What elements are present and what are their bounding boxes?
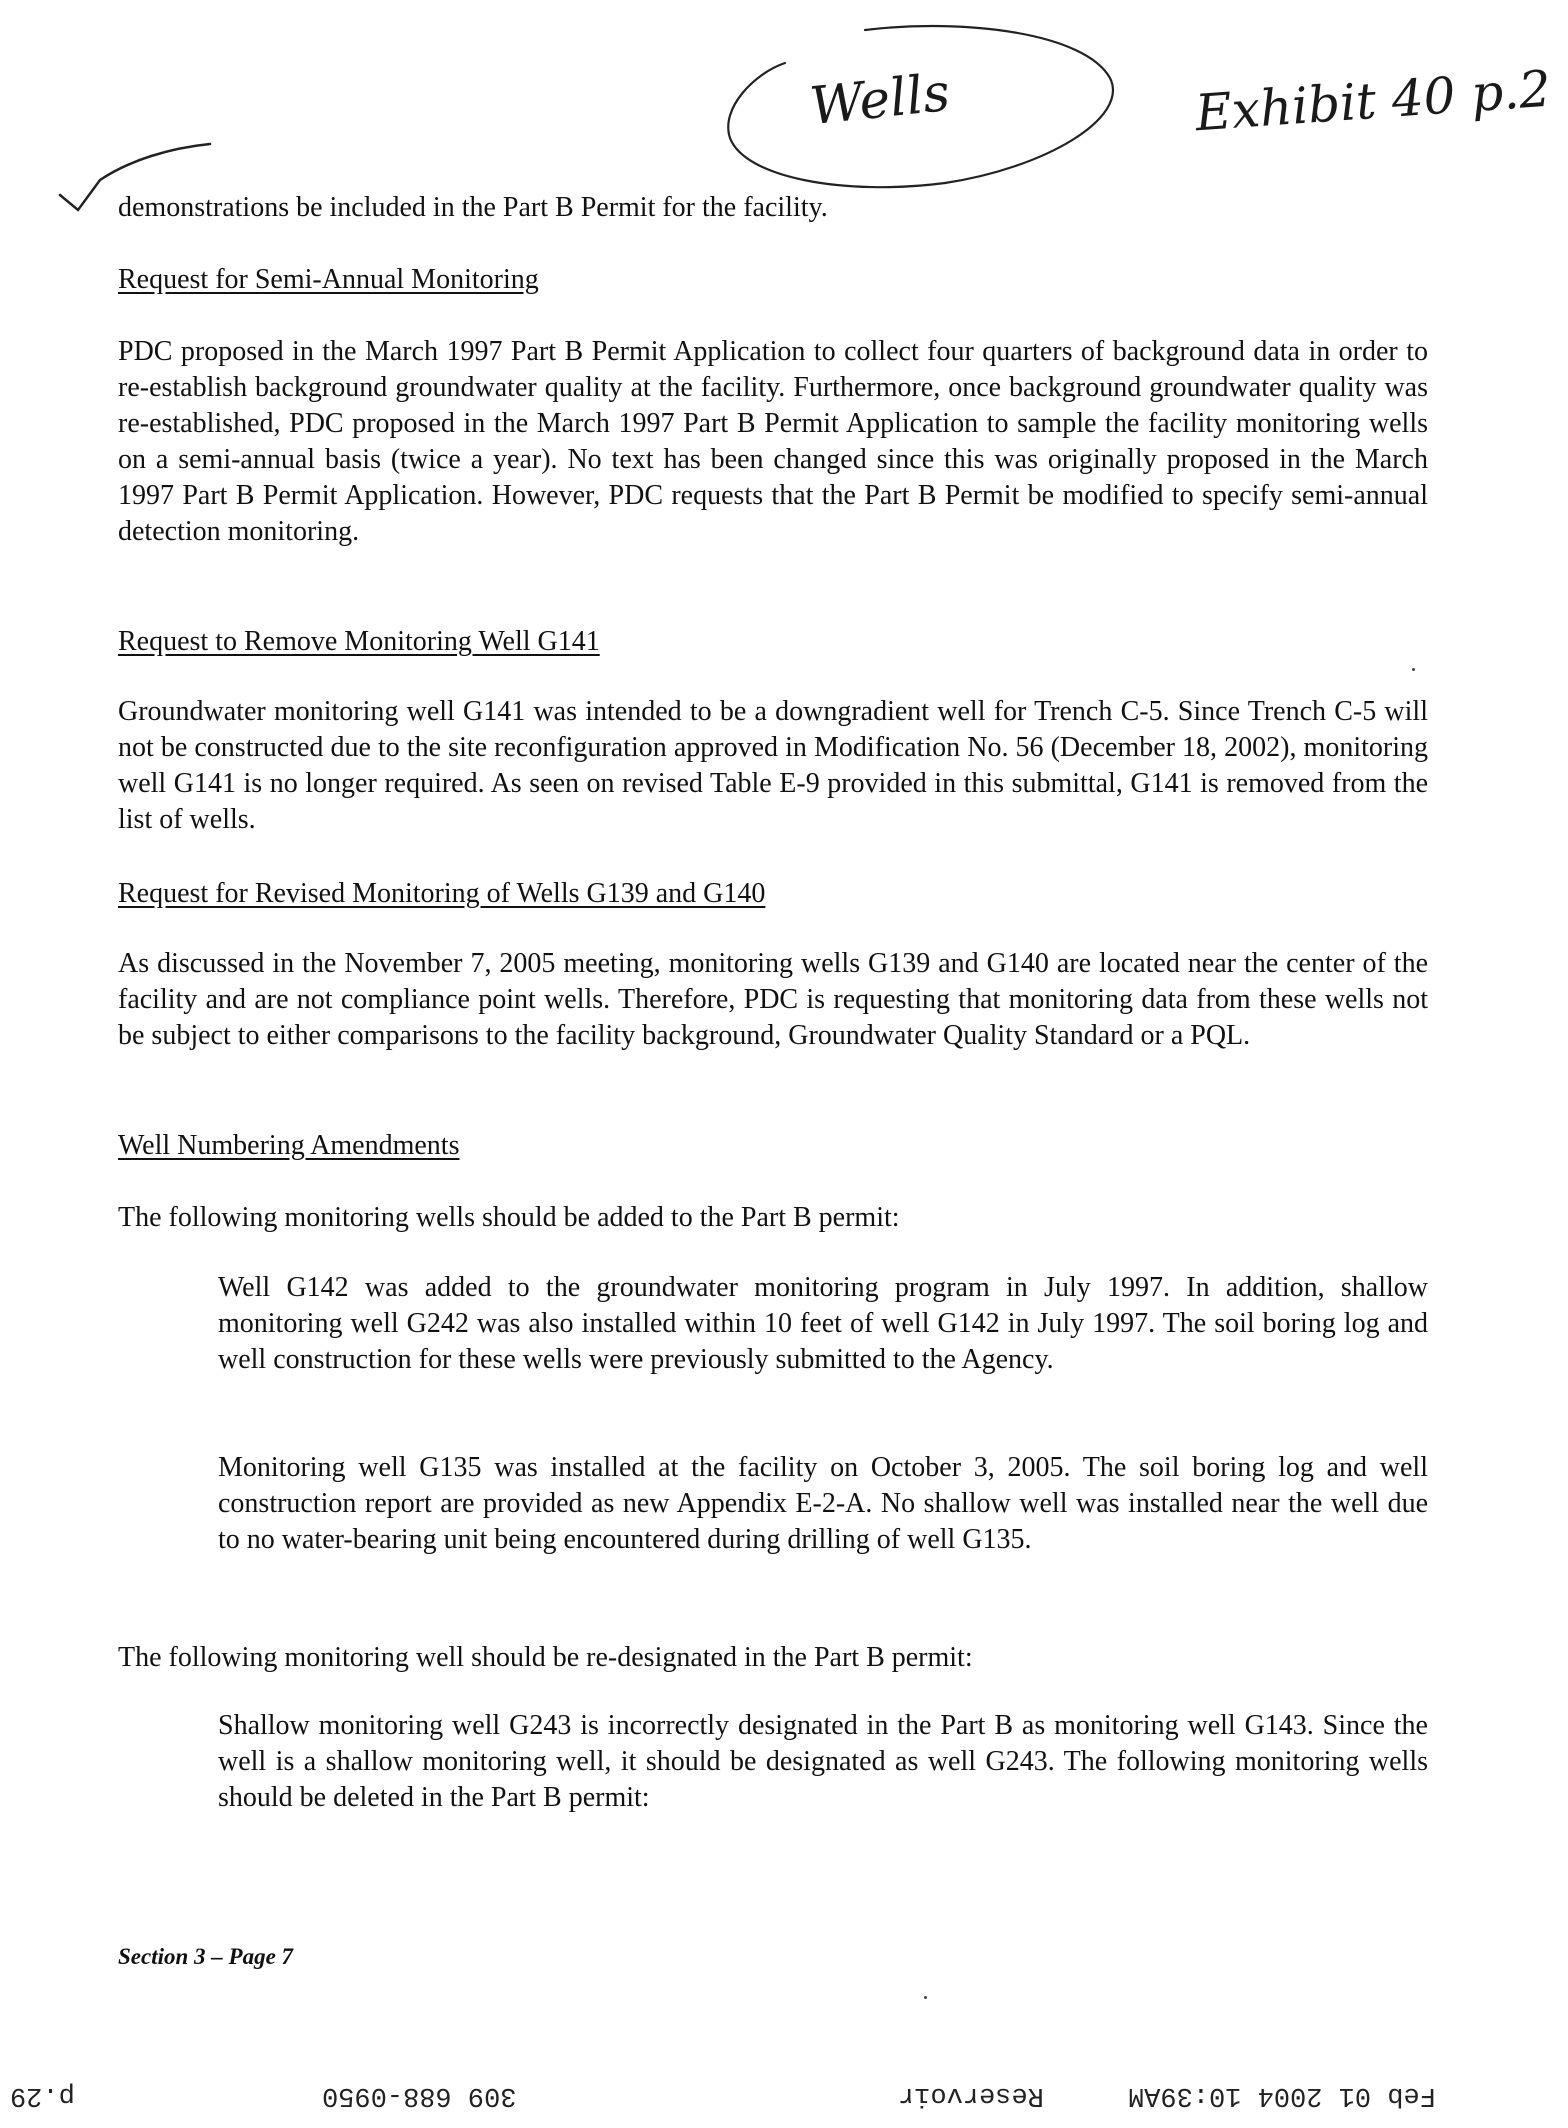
paragraph: The following monitoring well should be re-designated in the Part B permit: xyxy=(118,1642,973,1673)
paragraph: Groundwater monitoring well G141 was intended to be a downgradient well for Trench C-5. Since Trench C-5 will not be constructed due to the site reconfiguration approved in Modification No. 56 (December 18, 2002), monitoring well G141 is no longer required. As seen on revised Table E-9 provided in this submittal, G141 is removed from the list of wells. xyxy=(118,696,1428,835)
scan-speck xyxy=(924,1996,927,1999)
section-heading: Request for Semi-Annual Monitoring xyxy=(118,264,539,295)
scan-speck xyxy=(1412,668,1415,671)
exhibit-note: Exhibit 40 p.2 xyxy=(1193,59,1553,143)
section-heading: Request for Revised Monitoring of Wells G139 and G140 xyxy=(118,878,766,909)
indented-paragraph: Monitoring well G135 was installed at the facility on October 3, 2005. The soil boring log and well construction report are provided as new Appendix E-2-A. No shallow well was installed near the well due to no water-bearing unit being encountered during drilling of well G135. xyxy=(218,1452,1428,1555)
fax-page: p.29 xyxy=(10,2080,75,2110)
paragraph: The following monitoring wells should be added to the Part B permit: xyxy=(118,1202,900,1233)
fax-phone: 309 688-0950 xyxy=(322,2080,517,2110)
fax-sender: Reservoir xyxy=(898,2080,1044,2110)
intro-line: demonstrations be included in the Part B Permit for the facility. xyxy=(118,192,828,223)
section-heading: Request to Remove Monitoring Well G141 xyxy=(118,626,600,657)
circled-word: Wells xyxy=(807,62,953,138)
indented-paragraph: Well G142 was added to the groundwater monitoring program in July 1997. In addition, shallow monitoring well G242 was also installed within 10 feet of well G142 in July 1997. The soil boring log and well construction for these wells were previously submitted to the Agency. xyxy=(218,1272,1428,1375)
paragraph: As discussed in the November 7, 2005 meeting, monitoring wells G139 and G140 are located near the center of the facility and are not compliance point wells. Therefore, PDC is requesting that monitoring data from these wells not be subject to either comparisons to the facility background, Groundwater Quality Standard or a PQL. xyxy=(118,948,1428,1051)
circled-annotation xyxy=(715,18,1135,198)
section-heading: Well Numbering Amendments xyxy=(118,1130,460,1161)
indented-paragraph: Shallow monitoring well G243 is incorrectly designated in the Part B as monitoring well G143. Since the well is a shallow monitoring well, it should be designated as well G243. The following monitoring wells should be deleted in the Part B permit: xyxy=(218,1710,1428,1813)
fax-date-time: Feb 01 2004 10:39AM xyxy=(1128,2080,1436,2110)
page-footer: Section 3 – Page 7 xyxy=(118,1944,294,1969)
paragraph: PDC proposed in the March 1997 Part B Permit Application to collect four quarters of background data in order to re-establish background groundwater quality at the facility. Furthermore, once background groundwater quality was re-established, PDC proposed in the March 1997 Part B Permit Application to sample the facility monitoring wells on a semi-annual basis (twice a year). No text has been changed since this was originally proposed in the March 1997 Part B Permit Application. However, PDC requests that the Part B Permit be modified to specify semi-annual detection monitoring. xyxy=(118,336,1428,547)
